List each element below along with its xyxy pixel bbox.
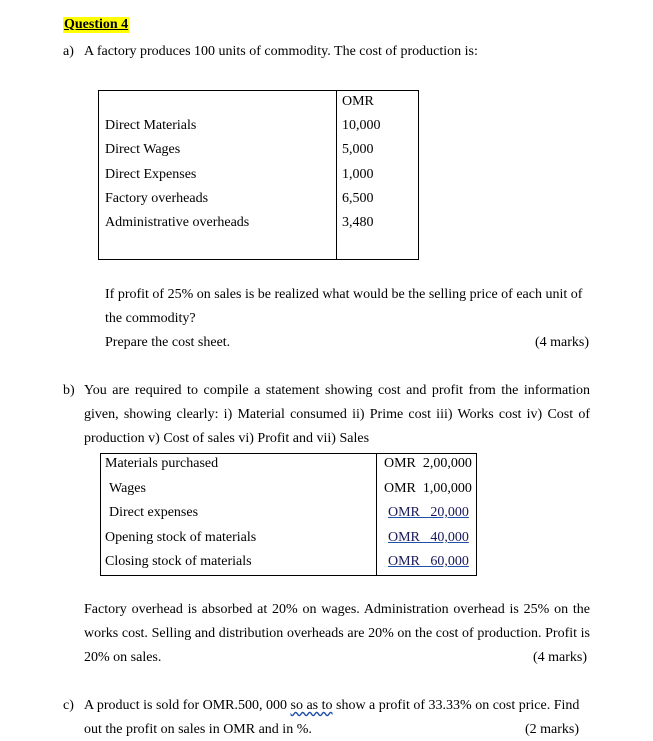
part-a-marks: (4 marks): [535, 335, 590, 350]
table-row-value: OMR 60,000: [388, 554, 469, 569]
part-a-question-line1: If profit of 25% on sales is be realized what would be the selling price of each unit of: [105, 287, 583, 302]
part-c-line1-after: show a profit of 33.33% on cost price. Find: [332, 698, 580, 713]
table-row-value: 6,500: [342, 191, 374, 206]
part-a-label: a): [63, 44, 74, 59]
part-c-marks: (2 marks): [525, 722, 580, 737]
part-b-intro-line1: You are required to compile a statement showing cost and profit from the information: [84, 383, 590, 398]
part-c-line1: [84, 698, 579, 714]
table-row-value: OMR 1,00,000: [384, 481, 472, 496]
part-b-label: b): [63, 383, 75, 398]
table-row-item: Factory overheads: [105, 191, 209, 206]
part-a-question-line2: the commodity?: [105, 311, 196, 326]
part-a-instruction: Prepare the cost sheet.: [105, 335, 231, 350]
part-b-note-line1: Factory overhead is absorbed at 20% on wages. Administration overhead is 25% on the: [84, 602, 590, 617]
part-b-note-line2: works cost. Selling and distribution overheads are 20% on the cost of production. Profit is: [84, 626, 590, 641]
table-row-item: Direct Materials: [105, 118, 197, 133]
part-b-note-line3: 20% on sales.: [84, 650, 162, 665]
part-c-line1-before: A product is sold for OMR.500, 000: [84, 698, 291, 713]
part-b-marks: (4 marks): [533, 650, 588, 665]
table-row-item: Direct Expenses: [105, 167, 197, 182]
table-row-value: 3,480: [342, 215, 374, 230]
table-row-value: 5,000: [342, 142, 374, 157]
part-c-line2: out the profit on sales in OMR and in %.: [84, 722, 312, 737]
table-row-value: 1,000: [342, 167, 374, 182]
table-row-item: Materials purchased: [105, 456, 219, 471]
table-divider: [376, 454, 377, 575]
part-b-intro-line2: given, showing clearly: i) Material consumed ii) Prime cost iii) Works cost iv) Cost of: [84, 407, 590, 422]
table-row-item: Direct expenses: [109, 505, 199, 520]
table-divider: [336, 91, 337, 259]
part-c-line1-wavy: so as to: [290, 698, 333, 713]
table-row-item: Wages: [109, 481, 146, 496]
table-row-item: Opening stock of materials: [105, 530, 257, 545]
table-row-value: 10,000: [342, 118, 381, 133]
table-row-item: Direct Wages: [105, 142, 181, 157]
part-c-label: c): [63, 698, 74, 713]
part-b-intro-line3: production v) Cost of sales vi) Profit and vii) Sales: [84, 431, 370, 446]
question-title: Question 4: [64, 17, 129, 32]
part-a-intro: A factory produces 100 units of commodity. The cost of production is:: [84, 44, 478, 59]
table-row-value: OMR 40,000: [388, 530, 469, 545]
table-header-omr: OMR: [342, 94, 374, 109]
cost-table: [98, 90, 419, 260]
info-table: [100, 453, 477, 576]
table-row-value: OMR 2,00,000: [384, 456, 472, 471]
table-row-value: OMR 20,000: [388, 505, 469, 520]
table-row-item: Closing stock of materials: [105, 554, 252, 569]
table-row-item: Administrative overheads: [105, 215, 250, 230]
